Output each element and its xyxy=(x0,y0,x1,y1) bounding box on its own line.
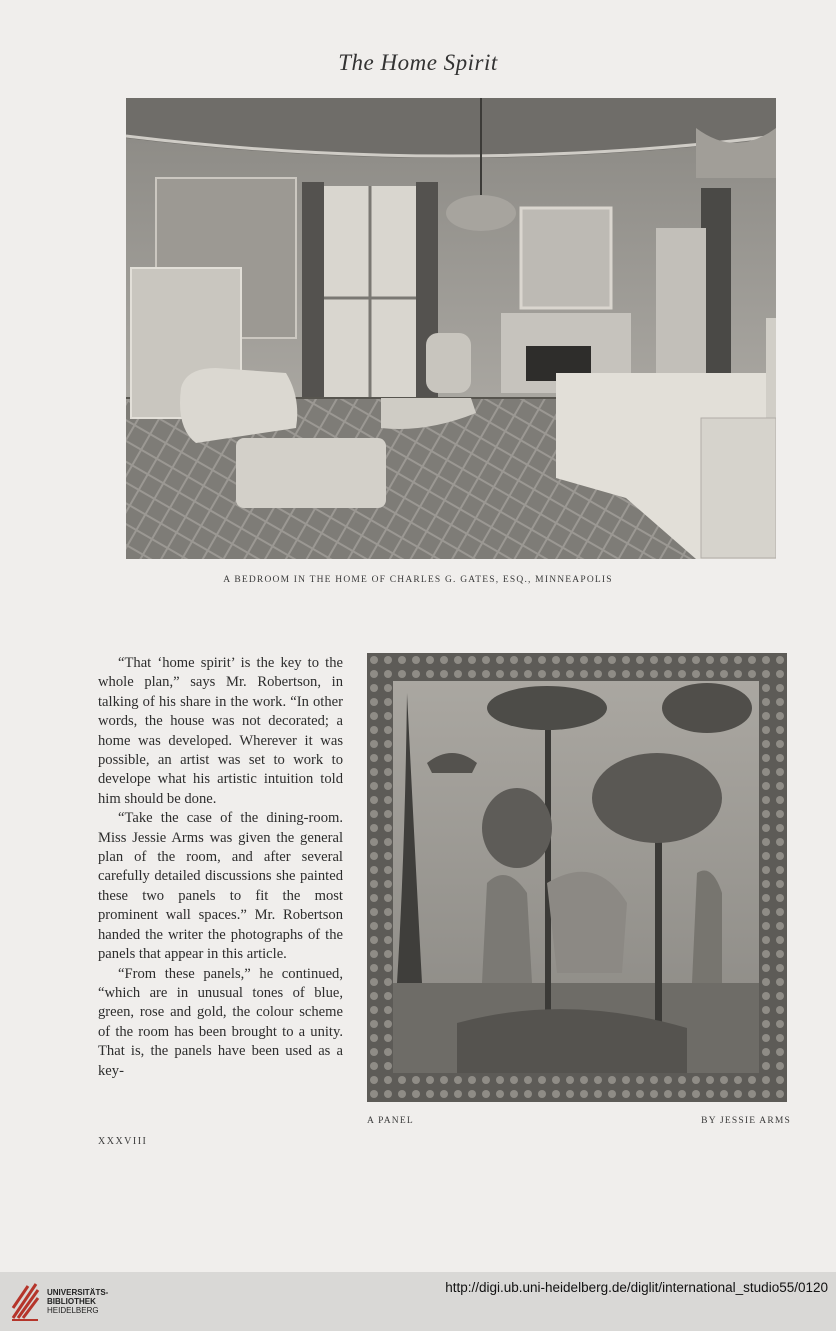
university-library-logo-icon xyxy=(10,1278,40,1322)
bedroom-photograph xyxy=(126,98,776,559)
bedroom-caption: A BEDROOM IN THE HOME OF CHARLES G. GATES, ESQ., MINNEAPOLIS xyxy=(223,575,613,585)
paragraph-2: “Take the case of the dining-room. Miss Jessie Arms was given the general plan of the room, and after several carefully detailed discussions she painted these two panels to fit the most prominent wall spaces.” Mr. Robertson handed the writer the photographs of the panels that appear in this article. xyxy=(98,810,343,963)
paragraph-1: “That ‘home spirit’ is the key to the whole plan,” says Mr. Robertson, in talking of his share in the work. “In other words, the house was not decorated; a home was developed. Wherever it was possible, an artist was set to work to develope what his artistic intuition told him should be done. xyxy=(98,655,343,807)
panel-caption-artist: BY JESSIE ARMS xyxy=(701,1116,791,1126)
library-name xyxy=(47,1288,108,1315)
source-url-link[interactable]: http://digi.ub.uni-heidelberg.de/diglit/international_studio55/0120 xyxy=(445,1280,828,1295)
article-text xyxy=(98,654,343,1081)
panel-caption-title: A PANEL xyxy=(367,1116,414,1126)
library-name-line-3: HEIDELBERG xyxy=(47,1306,99,1315)
page-number: XXXVIII xyxy=(98,1136,148,1147)
library-name-line-2: BIBLIOTHEK xyxy=(47,1297,96,1306)
running-title: The Home Spirit xyxy=(338,50,498,75)
library-name-line-1: UNIVERSITÄTS- xyxy=(47,1288,109,1297)
paragraph-3: “From these panels,” he continued, “which are in unusual tones of blue, green, rose and gold, the colour scheme of the room has been brought to a unity. That is, the panels have been used as a key- xyxy=(98,965,343,1079)
panel-painting-photograph xyxy=(367,653,787,1102)
